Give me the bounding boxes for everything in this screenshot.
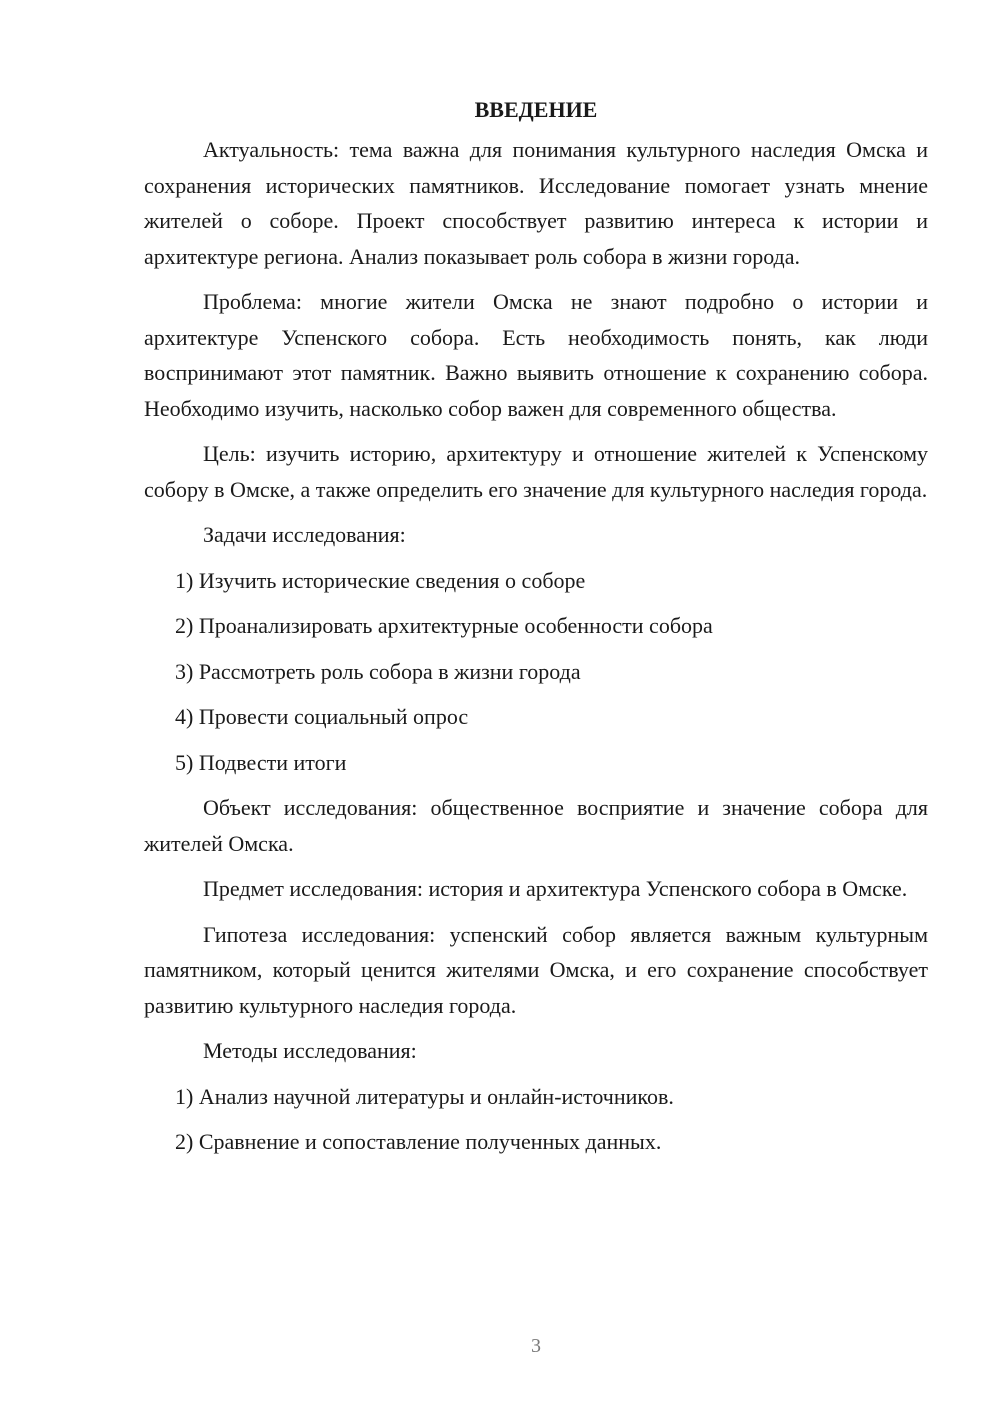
list-item: 3) Рассмотреть роль собора в жизни города bbox=[175, 658, 581, 684]
page-title: ВВЕДЕНИЕ bbox=[474, 97, 598, 122]
list-item: 4) Провести социальный опрос bbox=[175, 704, 469, 729]
relevance-paragraph: Актуальность: тема важна для понимания культурного наследия Омска и сохранения исторических памятников. Исследование помогает узнать мнение жителей о соборе. Проект способствует развитию интереса к истории и архитектуре региона. Анализ показывает роль собора в жизни города. bbox=[144, 137, 928, 269]
list-item: 5) Подвести итоги bbox=[175, 749, 347, 775]
hypothesis-paragraph: Гипотеза исследования: успенский собор является важным культурным памятником, который ценится жителями Омска, и его сохранение способствует развитию культурного наследия города. bbox=[144, 921, 928, 1018]
page-number: 3 bbox=[531, 1335, 541, 1357]
tasks-heading: Задачи исследования: bbox=[203, 522, 406, 547]
methods-heading: Методы исследования: bbox=[203, 1038, 417, 1063]
problem-paragraph: Проблема: многие жители Омска не знают подробно о истории и архитектуре Успенского собора. Есть необходимость понять, как люди воспринимают этот памятник. Важно выявить отношение к сохранению собора. Необходимо изучить, насколько собор важен для современного общества. bbox=[144, 289, 928, 421]
subject-paragraph: Предмет исследования: история и архитектура Успенского собора в Омске. bbox=[203, 876, 908, 901]
methods-list bbox=[144, 1079, 928, 1160]
list-item: 1) Анализ научной литературы и онлайн-источников. bbox=[175, 1083, 674, 1109]
list-item: 2) Проанализировать архитектурные особенности собора bbox=[175, 613, 713, 638]
list-item: 1) Изучить исторические сведения о соборе bbox=[175, 567, 586, 593]
object-paragraph: Объект исследования: общественное восприятие и значение собора для жителей Омска. bbox=[144, 795, 928, 856]
tasks-list bbox=[144, 563, 928, 781]
goal-paragraph: Цель: изучить историю, архитектуру и отношение жителей к Успенскому собору в Омске, а также определить его значение для культурного наследия города. bbox=[144, 441, 928, 502]
list-item: 2) Сравнение и сопоставление полученных данных. bbox=[175, 1129, 662, 1154]
page-content bbox=[144, 88, 928, 1170]
